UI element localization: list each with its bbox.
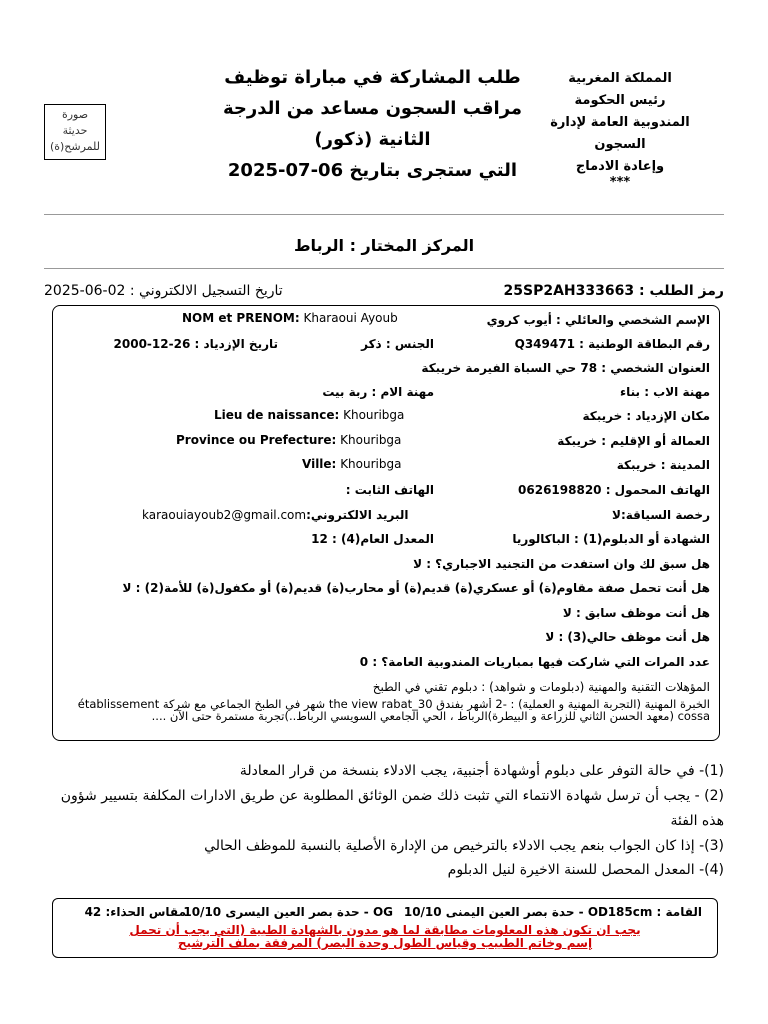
right-eye-acuity: OD - حدة بصر العين اليمنى 10/10 [403, 905, 608, 919]
military-service: هل سبق لك وان استفدت من التجنيد الاجباري؟ : لا [413, 557, 710, 571]
footnote-3: (3)- إذا كان الجواب بنعم يجب الادلاء بالترخيص من الإدارة الأصلية بالنسبة للموظف الحالي [204, 838, 724, 854]
divider [44, 268, 724, 269]
lieu-value: Khouribga [343, 408, 405, 422]
nom-prenom-label: NOM et PRENOM: [182, 311, 300, 325]
attempts-count: عدد المرات التي شاركت فيها بمباريات المندوبية العامة؟ : 0 [359, 655, 710, 669]
email-value: karaouiayoub2@gmail.com [142, 508, 307, 522]
gender: الجنس : ذكر [361, 337, 434, 351]
address: العنوان الشخصي : 78 حي السباة الفيرمة خريبكة [421, 361, 710, 375]
experience: الخبرة المهنية (التجربة المهنية و العملية) : -2 أشهر بفندق the view rabat_30 شهر في الطبخ الجماعي مع شركة établissement cossa (معهد الحسن الثاني للزراعة و البيطرة)الرباط ، الحي الجامعي السويسي الرباط..)تجربة مستمرة حتى الآن .... [77, 698, 710, 723]
current-employee: هل أنت موظف حالي(3) : لا [545, 630, 710, 644]
medical-warning [60, 924, 710, 950]
org-line: السجون [594, 137, 646, 152]
diploma: الشهادة أو الدبلوم(1) : الباكالوريا [512, 532, 710, 546]
province: العمالة أو الإقليم : خريبكة [557, 434, 710, 448]
photo-line: صورة [61, 108, 89, 121]
province-value: Khouribga [340, 433, 402, 447]
average: المعدل العام(4) : 12 [311, 532, 434, 546]
warning-line: إسم وخاتم الطبيب وقياس الطول وحدة البصر) المرفقة بملف الترشيح [177, 936, 593, 950]
former-employee: هل أنت موظف سابق : لا [562, 606, 710, 620]
org-line: المملكة المغربية [568, 71, 672, 86]
footnote-2-cont: هذه الفئة [670, 813, 724, 829]
ville [302, 457, 401, 471]
email-label: البريد الالكتروني: [306, 508, 409, 522]
title-line: الثانية (ذكور) [314, 129, 431, 150]
nom-prenom-value: Kharaoui Ayoub [303, 311, 398, 325]
email [142, 508, 409, 522]
height: القامة : 185cm [607, 905, 702, 919]
birth-date: تاريخ الإزدياد : 26-12-2000 [113, 337, 278, 351]
lieu-label: Lieu de naissance: [214, 408, 340, 422]
warning-line: يجب ان تكون هذه المعلومات مطابقة لما هو مدون بالشهادة الطبية (التي يجب أن تحمل [129, 923, 641, 937]
nom-prenom [182, 311, 398, 325]
request-code: رمز الطلب : 25SP2AH333663 [503, 283, 724, 299]
left-eye-acuity: OG - حدة بصر العين اليسرى 10/10 [183, 905, 393, 919]
province-label: Province ou Prefecture: [176, 433, 337, 447]
shoe-size: مقاس الحذاء: 42 [84, 905, 186, 919]
org-line: *** [609, 175, 631, 190]
landline: الهاتف الثابت : [345, 483, 434, 497]
qualifications: المؤهلات التقنية والمهنية (دبلومات و شواهد) : دبلوم تقني في الطبخ [372, 680, 710, 694]
form-title [205, 62, 540, 186]
arabic-name: الإسم الشخصي والعائلي : أيوب كروي [486, 313, 710, 327]
org-line: وإعادة الادماج [575, 159, 665, 174]
footnote-2: (2) - يجب أن ترسل شهادة الانتماء التي تثبت ذلك ضمن الوثائق المطلوبة عن طريق الادارات المكلفة بتسيير شؤون [60, 788, 724, 804]
divider [44, 214, 724, 215]
photo-placeholder [44, 104, 106, 160]
org-line: رئيس الحكومة [574, 93, 666, 108]
father-job: مهنة الاب : بناء [619, 385, 710, 399]
org-line: المندوبية العامة لإدارة [550, 115, 690, 130]
resistance-status: هل أنت تحمل صفة مقاوم(ة) أو عسكري(ة) قديم(ة) أو محارب(ة) قديم(ة) أو مكفول(ة) للأمة(2) : لا [122, 581, 710, 595]
organization-header [530, 68, 710, 188]
title-line: التي ستجرى بتاريخ 06-07-2025 [227, 160, 518, 181]
footnote-4: (4)- المعدل المحصل للسنة الاخيرة لنيل الدبلوم [447, 862, 724, 878]
photo-line: للمرشح(ة) [49, 140, 101, 153]
province-fr [176, 433, 401, 447]
footnote-1: (1)- في حالة التوفر على دبلوم أوشهادة أجنبية، يجب الادلاء بنسخة من قرار المعادلة [239, 763, 724, 779]
title-line: طلب المشاركة في مباراة توظيف [224, 67, 521, 88]
birth-place: مكان الإزدياد : خريبكة [582, 409, 710, 423]
ville-label: Ville: [302, 457, 337, 471]
cin: رقم البطاقة الوطنية : Q349471 [514, 337, 710, 351]
driving-license: رخصة السياقة:لا [612, 508, 710, 522]
lieu-naissance [214, 408, 404, 422]
title-line: مراقب السجون مساعد من الدرجة [222, 98, 523, 119]
selected-center: المركز المختار : الرباط [293, 236, 475, 255]
mother-job: مهنة الام : ربة بيت [322, 385, 434, 399]
photo-line: حديثة [62, 124, 88, 137]
city: المدينة : خريبكة [616, 458, 710, 472]
registration-date: تاريخ التسجيل الالكتروني : 02-06-2025 [44, 283, 283, 299]
mobile: الهاتف المحمول : 0626198820 [518, 483, 710, 497]
ville-value: Khouribga [340, 457, 402, 471]
